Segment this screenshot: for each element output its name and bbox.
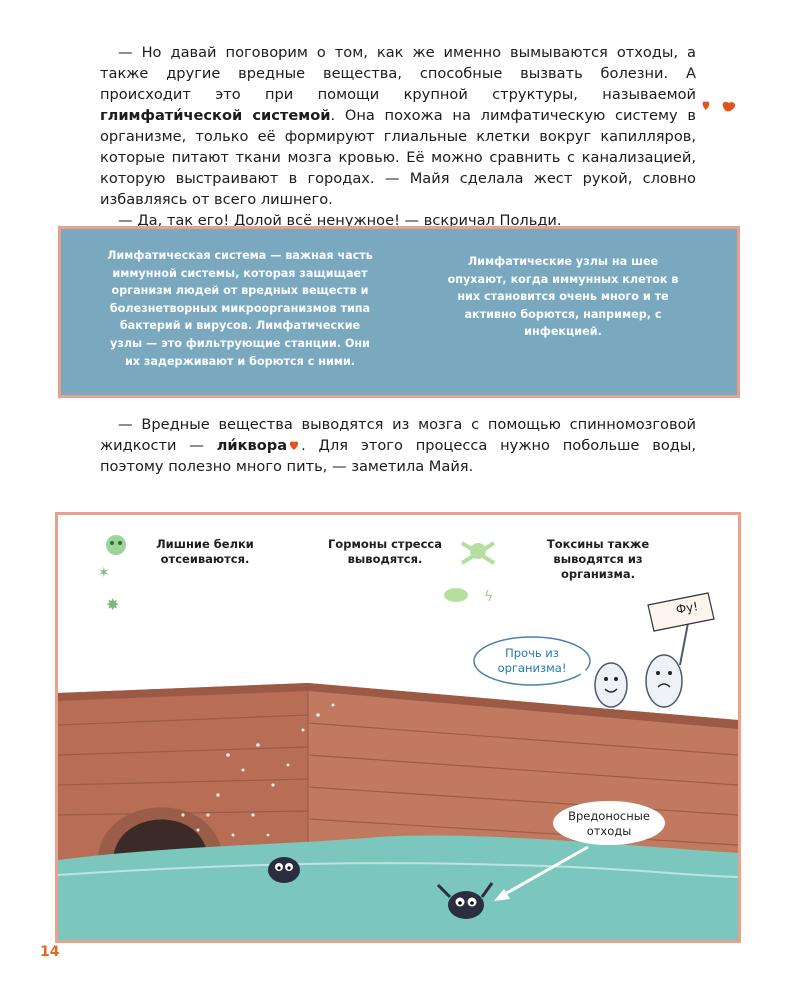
paragraph-3-end: . Для этого процесса нужно побольше воды, поэтому полезно много пить, — заметила Майя. [100,437,696,475]
paragraph-3-start: — Вредные вещества выводятся из мозга с помощью спинномозговой жидкости — [100,416,696,454]
info-lymphatic-system: Лимфатическая система — важная часть иммунной системы, которая защищает организм людей от вредных веществ и болезнетворных микроорганизмов типа бактерий и вирусов. Лимфатические узлы — это фильтрующие станции. Они их задерживают и борются с ними. [107,249,373,368]
waste-creature-1 [268,857,300,883]
sewer-illustration [58,515,738,940]
paragraph-3 [100,414,696,477]
character-1 [595,663,627,707]
character-2 [646,623,688,707]
paragraph-1-start: — Но давай поговорим о том, как же именно вымываются отходы, а также другие вредные вещества, способные вызвать болезни. А происходит это при помощи крупной структуры, называемой [100,44,696,103]
paragraph-1 [100,42,696,210]
water [58,836,738,940]
bottom-text-block [100,414,696,477]
paragraph-2: — Да, так его! Долой всё ненужное! — вскричал Польди. [118,212,562,229]
heart-icon [287,439,301,451]
info-box [61,229,737,395]
heart-icon-pair [700,96,744,116]
sign-text: Фу! [674,599,700,617]
term-liquor: ли́квора [216,437,288,454]
waste-label: Вредоносные отходы [568,809,650,838]
info-lymph-nodes: Лимфатические узлы на шее опухают, когда иммунных клеток в них становится очень много и те активно борются, например, с инфекцией. [447,255,679,339]
speech-bubble-text: Прочь из организма! [497,646,567,675]
paragraph-1-end: . Она похожа на лимфатическую систему в организме, только её формируют глиальные клетки вокруг капилляров, которые питают ткани мозга кровью. Её можно сравнить с канализацией, которую выстраивают в городах. — Майя сделала жест рукой, словно избавляясь от всего лишнего. [100,107,696,208]
caption-hormones: Гормоны стресса выводятся. [327,537,443,566]
protein-icon [106,535,126,555]
cloud-icon [444,588,468,602]
top-text-block [100,42,696,231]
burst-icon: ✸ [106,595,120,614]
lightning-icon: ϟ [484,589,494,605]
page-number: 14 [40,944,60,960]
star-icon: ✶ [98,565,110,581]
term-glymphatic: глимфати́ческой системой [100,107,331,124]
caption-toxins: Токсины также выводятся из организма. [546,537,650,581]
caption-proteins: Лишние белки отсеиваются. [156,537,254,566]
skull-icon [462,543,494,563]
